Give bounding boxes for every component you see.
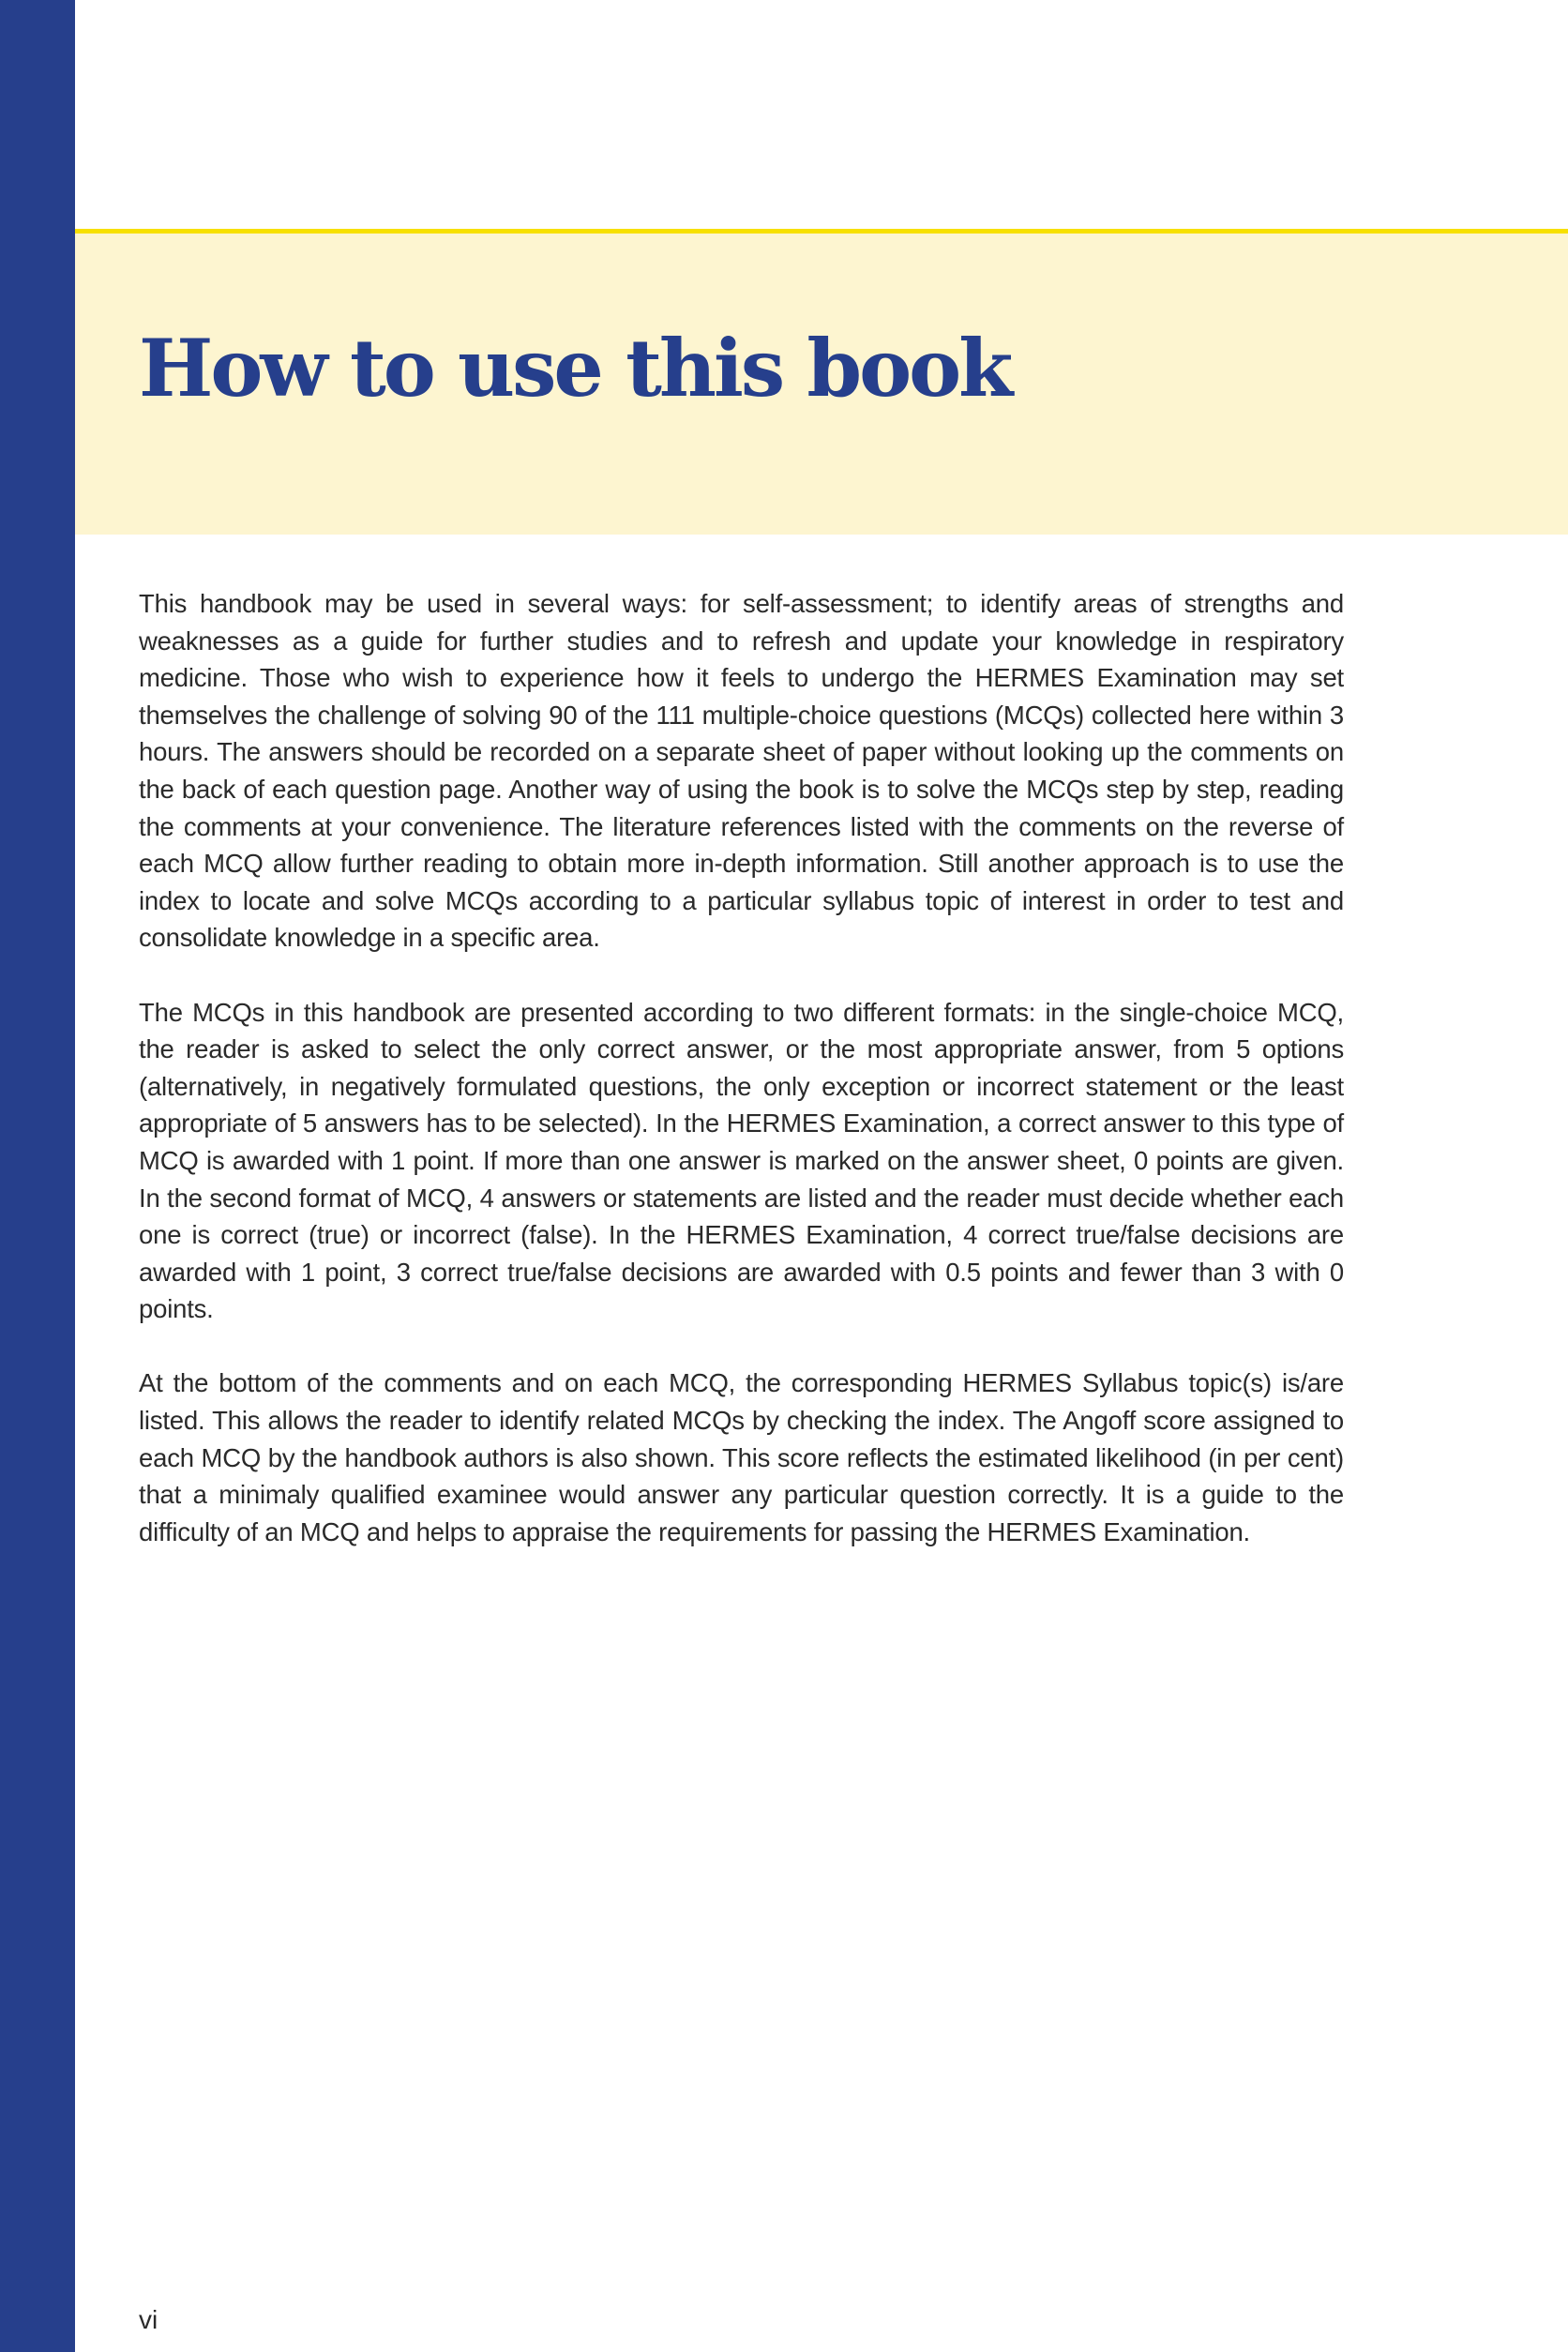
body-text [139,585,1344,1588]
paragraph-usage: This handbook may be used in several ways: for self-assessment; to identify areas of strengths and weaknesses as a guide for further studies and to refresh and update your knowledge in respiratory medicine. Those who wish to experience how it feels to undergo the HERMES Examination may set themselves the challenge of solving 90 of the 111 multiple-choice questions (MCQs) collected here within 3 hours. The answers should be recorded on a separate sheet of paper without looking up the comments on the back of each question page. Another way of using the book is to solve the MCQs step by step, reading the comments at your convenience. The literature references listed with the comments on the reverse of each MCQ allow further reading to obtain more in-depth information. Still another approach is to use the index to locate and solve MCQs according to a particular syllabus topic of interest in order to test and consolidate knowledge in a specific area. [139,589,1344,953]
paragraph-formats: The MCQs in this handbook are presented according to two different formats: in the single-choice MCQ, the reader is asked to select the only correct answer, or the most appropriate answer, from 5 options (alternatively, in negatively formulated questions, the only exception or incorrect statement or the least appropriate of 5 answers has to be selected). In the HERMES Examination, a correct answer to this type of MCQ is awarded with 1 point. If more than one answer is marked on the answer sheet, 0 points are given. In the second format of MCQ, 4 answers or statements are listed and the reader must decide whether each one is correct (true) or incorrect (false). In the HERMES Examination, 4 correct true/false decisions are awarded with 1 point, 3 correct true/false decisions are awarded with 0.5 points and fewer than 3 with 0 points. [139,997,1344,1324]
left-color-bar [0,0,75,2352]
page-title: How to use this book [139,322,1011,415]
page-number: vi [139,2305,158,2334]
paragraph-syllabus: At the bottom of the comments and on each MCQ, the corresponding HERMES Syllabus topic(s) is/are listed. This allows the reader to identify related MCQs by checking the index. The Angoff score assigned to each MCQ by the handbook authors is also shown. This score reflects the estimated likelihood (in per cent) that a minimaly qualified examinee would answer any particular question correctly. It is a guide to the difficulty of an MCQ and helps to appraise the requirements for passing the HERMES Examination. [139,1368,1344,1546]
title-band [75,229,1568,535]
